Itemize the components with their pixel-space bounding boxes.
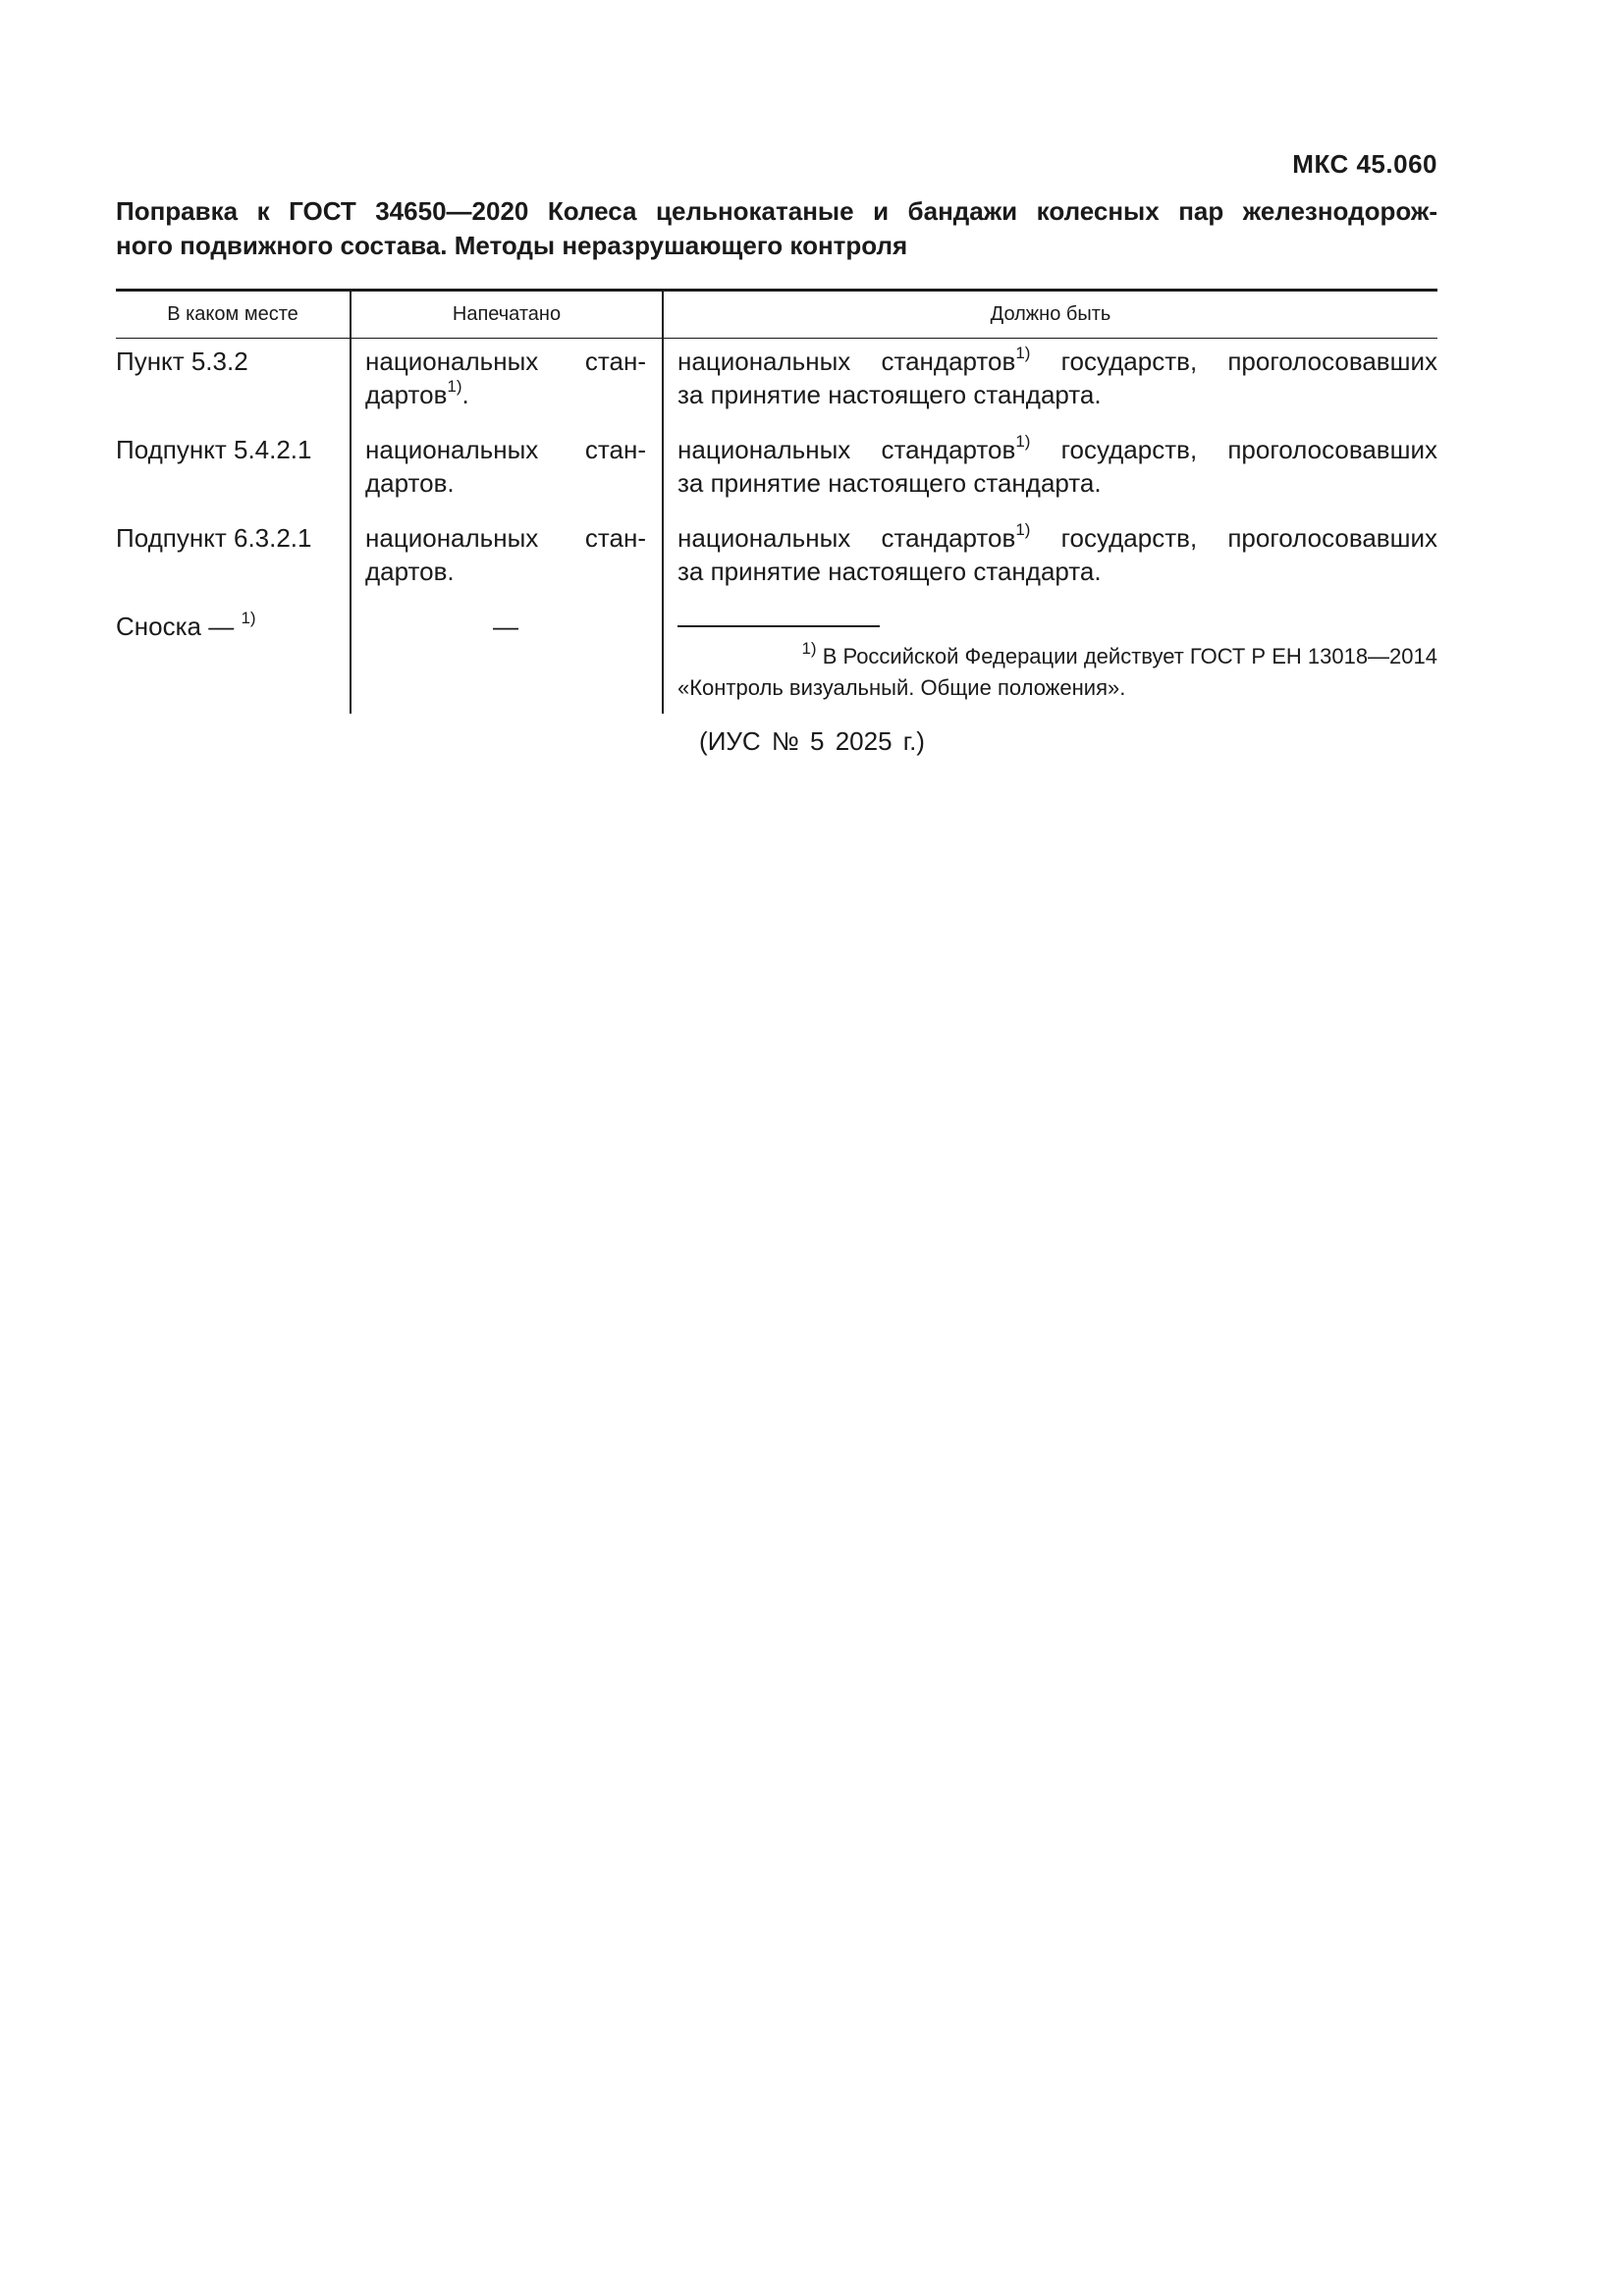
footnote-separator — [677, 625, 880, 627]
cell-printed — [350, 427, 662, 515]
should-line-1-start: национальных стандартов — [677, 523, 1016, 553]
footnote-line-2: «Контроль визуальный. Общие положения». — [677, 675, 1126, 700]
cell-should-be — [662, 604, 1437, 714]
cell-should-be — [662, 515, 1437, 604]
should-line-1-end: государств, проголосовавших — [1030, 347, 1438, 376]
footnote-text — [677, 638, 1437, 704]
should-line-1 — [677, 521, 1437, 555]
table-row — [116, 427, 1437, 515]
amendment-table — [116, 289, 1437, 714]
cell-place: Подпункт 6.3.2.1 — [116, 523, 312, 553]
table-header-row — [116, 292, 1437, 338]
footnote-ref: 1) — [1015, 520, 1031, 540]
footnote-mark: 1) — [801, 638, 817, 658]
column-header-should-be: Должно быть — [662, 292, 1437, 338]
printed-line-1: национальных стан- — [365, 347, 646, 376]
table-row — [116, 339, 1437, 427]
cell-should-be — [662, 339, 1437, 427]
printed-tail: . — [461, 380, 469, 409]
document-title — [116, 194, 1437, 263]
cell-place — [116, 604, 350, 714]
should-line-1-start: национальных стандартов — [677, 435, 1016, 464]
cell-place: Подпункт 5.4.2.1 — [116, 435, 312, 464]
table-row-footnote — [116, 604, 1437, 714]
should-line-1-start: национальных стандартов — [677, 347, 1016, 376]
footnote-line-1 — [677, 638, 1437, 672]
footnote-place-label: Сноска — — [116, 612, 242, 641]
footnote-ref: 1) — [241, 609, 256, 628]
should-line-1-end: государств, проголосовавших — [1030, 523, 1438, 553]
issue-reference: (ИУС № 5 2025 г.) — [699, 726, 925, 756]
column-header-place: В каком месте — [167, 303, 298, 325]
footnote-ref: 1) — [1015, 344, 1031, 363]
cell-printed: — — [350, 604, 662, 714]
title-line-1: Поправка к ГОСТ 34650—2020 Колеса цельнокатаные и бандажи колесных пар железнодорож- — [116, 196, 1437, 226]
printed-line-2: дартов — [365, 380, 448, 409]
mks-code: МКС 45.060 — [1292, 149, 1437, 179]
printed-line-2: дартов. — [365, 557, 455, 586]
cell-should-be — [662, 427, 1437, 515]
printed-line-1: национальных стан- — [365, 435, 646, 464]
column-header-printed: Напечатано — [350, 292, 662, 338]
title-line-2: ного подвижного состава. Методы неразрушающего контроля — [116, 231, 908, 260]
footnote-ref: 1) — [1015, 432, 1031, 452]
should-line-1 — [677, 345, 1437, 378]
should-line-2: за принятие настоящего стандарта. — [677, 468, 1102, 498]
footnote-line-1-text: В Российской Федерации действует ГОСТ Р ЕН 13018—2014 — [816, 644, 1437, 668]
cell-printed — [350, 339, 662, 427]
cell-place: Пункт 5.3.2 — [116, 347, 248, 376]
footnote-ref: 1) — [447, 377, 462, 397]
printed-line-1: национальных стан- — [365, 523, 646, 553]
cell-printed — [350, 515, 662, 604]
table-row — [116, 515, 1437, 604]
printed-line-2: дартов. — [365, 468, 455, 498]
should-line-1-end: государств, проголосовавших — [1030, 435, 1438, 464]
should-line-2: за принятие настоящего стандарта. — [677, 557, 1102, 586]
should-line-1 — [677, 433, 1437, 466]
should-line-2: за принятие настоящего стандарта. — [677, 380, 1102, 409]
